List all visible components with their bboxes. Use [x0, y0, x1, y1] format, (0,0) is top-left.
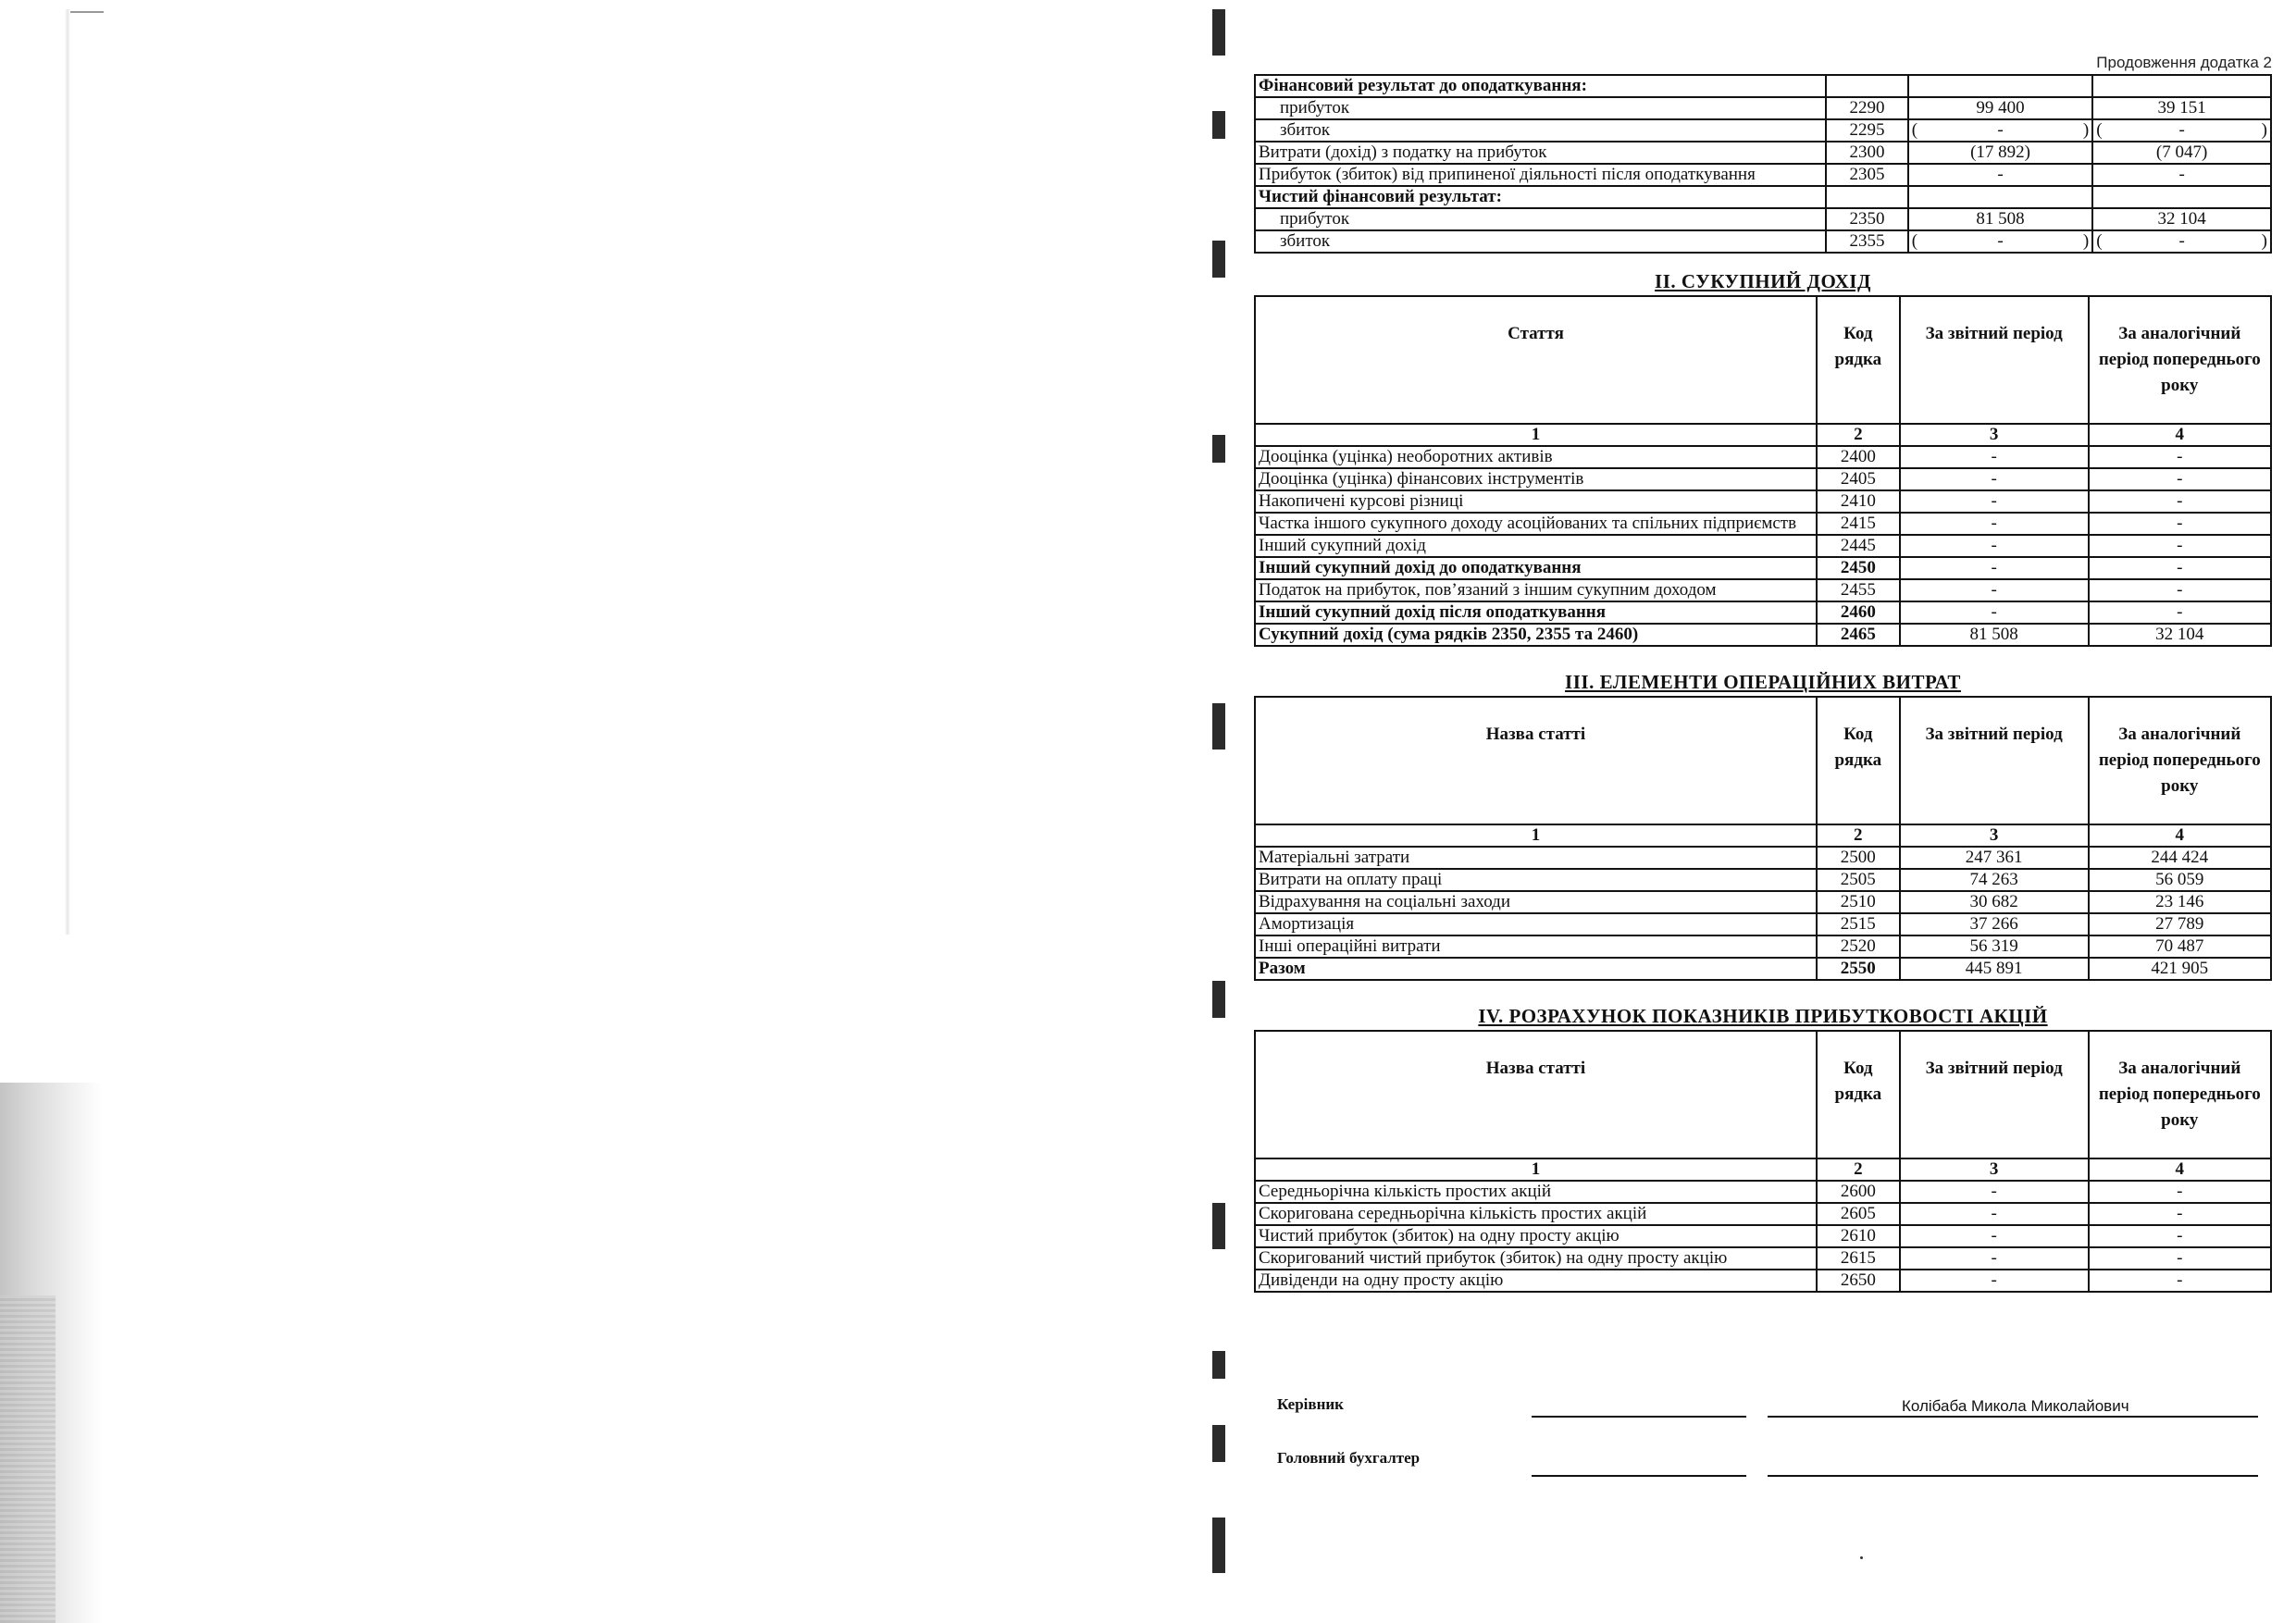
row-label: Прибуток (збиток) від припиненої діяльності після оподаткування	[1255, 164, 1826, 186]
row-value-cur: ( - )	[1908, 230, 2092, 253]
table-header-row	[1255, 296, 2271, 424]
row-value-cur: -	[1908, 164, 2092, 186]
col-header-previous: За аналогічний період попереднього року	[2089, 697, 2271, 824]
scan-shadow-texture	[0, 1295, 56, 1623]
binding-hole	[1212, 435, 1225, 463]
table-row	[1255, 601, 2271, 624]
row-code: 2400	[1817, 446, 1900, 468]
row-code	[1826, 186, 1908, 208]
row-value-previous: 23 146	[2089, 891, 2271, 913]
col-number: 2	[1817, 1158, 1900, 1181]
section4-title: IV. РОЗРАХУНОК ПОКАЗНИКІВ ПРИБУТКОВОСТІ АКЦІЙ	[1478, 1005, 2048, 1027]
row-value-current: -	[1900, 1181, 2089, 1203]
table-row	[1255, 1181, 2271, 1203]
table-row	[1255, 1203, 2271, 1225]
col-number: 2	[1817, 824, 1900, 847]
row-value-cur: ( - )	[1908, 119, 2092, 142]
row-value-previous: -	[2089, 446, 2271, 468]
table-row	[1255, 913, 2271, 935]
col-number: 3	[1900, 424, 2089, 446]
table-row	[1255, 958, 2271, 980]
share-profitability-table	[1254, 1030, 2272, 1293]
table-row	[1255, 119, 2271, 142]
table-row	[1255, 624, 2271, 646]
column-number-row	[1255, 824, 2271, 847]
col-number: 3	[1900, 824, 2089, 847]
col-header-code: Код рядка	[1817, 1031, 1900, 1158]
row-value-current: -	[1900, 579, 2089, 601]
row-value-previous: 70 487	[2089, 935, 2271, 958]
row-value-previous: -	[2089, 601, 2271, 624]
col-header-current: За звітний період	[1900, 1031, 2089, 1158]
table-row	[1255, 208, 2271, 230]
director-name: Колібаба Микола Миколайович	[1902, 1397, 2129, 1415]
scan-corner-mark	[65, 11, 104, 17]
table-row	[1255, 142, 2271, 164]
binding-hole	[1212, 981, 1225, 1018]
row-value-current: 81 508	[1900, 624, 2089, 646]
row-value-previous: -	[2089, 490, 2271, 513]
director-signature-line	[1532, 1416, 1746, 1418]
table-row	[1255, 446, 2271, 468]
column-number-row	[1255, 1158, 2271, 1181]
row-label: Інший сукупний дохід після оподаткування	[1255, 601, 1817, 624]
operating-expenses-table	[1254, 696, 2272, 981]
table-row	[1255, 579, 2271, 601]
column-number-row	[1255, 424, 2271, 446]
table-header-row	[1255, 697, 2271, 824]
row-value-previous: 32 104	[2089, 624, 2271, 646]
row-value-current: 445 891	[1900, 958, 2089, 980]
col-number: 1	[1255, 1158, 1817, 1181]
row-code: 2445	[1817, 535, 1900, 557]
row-value-previous: -	[2089, 579, 2271, 601]
row-value-previous: -	[2089, 1181, 2271, 1203]
binding-hole	[1212, 111, 1225, 139]
row-label: Інші операційні витрати	[1255, 935, 1817, 958]
row-label: Витрати на оплату праці	[1255, 869, 1817, 891]
row-value-previous: 244 424	[2089, 847, 2271, 869]
col-number: 4	[2089, 424, 2271, 446]
section2-title: II. СУКУПНИЙ ДОХІД	[1655, 270, 1871, 292]
row-value-current: -	[1900, 601, 2089, 624]
binding-hole	[1212, 703, 1225, 750]
row-value-previous: -	[2089, 535, 2271, 557]
table-row	[1255, 75, 2271, 97]
col-number: 1	[1255, 424, 1817, 446]
row-value-prev: ( - )	[2092, 230, 2271, 253]
row-label: Дивіденди на одну просту акцію	[1255, 1270, 1817, 1292]
table-row	[1255, 490, 2271, 513]
binding-hole	[1212, 1351, 1225, 1379]
table-row	[1255, 513, 2271, 535]
row-value-previous: 27 789	[2089, 913, 2271, 935]
row-value-cur	[1908, 186, 2092, 208]
row-label: збиток	[1255, 119, 1826, 142]
row-value-previous: 56 059	[2089, 869, 2271, 891]
row-value-prev: (7 047)	[2092, 142, 2271, 164]
row-value-prev: ( - )	[2092, 119, 2271, 142]
row-code	[1826, 75, 1908, 97]
row-label: прибуток	[1255, 208, 1826, 230]
comprehensive-income-table	[1254, 295, 2272, 647]
binding-hole	[1212, 1425, 1225, 1462]
row-code: 2450	[1817, 557, 1900, 579]
col-header-current: За звітний період	[1900, 296, 2089, 424]
row-code: 2650	[1817, 1270, 1900, 1292]
financial-result-table	[1254, 74, 2272, 254]
row-value-previous: -	[2089, 1270, 2271, 1292]
row-value-current: 30 682	[1900, 891, 2089, 913]
table-row	[1255, 1270, 2271, 1292]
row-value-current: -	[1900, 468, 2089, 490]
row-code: 2465	[1817, 624, 1900, 646]
page-binding	[1203, 0, 1249, 1623]
row-code: 2350	[1826, 208, 1908, 230]
row-label: Податок на прибуток, пов’язаний з іншим сукупним доходом	[1255, 579, 1817, 601]
scan-edge-shadow	[65, 9, 70, 935]
row-label: Середньорічна кількість простих акцій	[1255, 1181, 1817, 1203]
row-label: Інший сукупний дохід до оподаткування	[1255, 557, 1817, 579]
row-code: 2305	[1826, 164, 1908, 186]
table-row	[1255, 869, 2271, 891]
col-header-name: Стаття	[1255, 296, 1817, 424]
row-label: Фінансовий результат до оподаткування:	[1255, 75, 1826, 97]
binding-hole	[1212, 241, 1225, 278]
accountant-name-line	[1768, 1475, 2258, 1477]
row-code: 2610	[1817, 1225, 1900, 1247]
row-value-current: -	[1900, 1203, 2089, 1225]
row-code: 2460	[1817, 601, 1900, 624]
table-row	[1255, 468, 2271, 490]
col-header-name: Назва статті	[1255, 697, 1817, 824]
scan-speck	[1860, 1556, 1863, 1559]
row-label: Відрахування на соціальні заходи	[1255, 891, 1817, 913]
col-number: 2	[1817, 424, 1900, 446]
row-code: 2600	[1817, 1181, 1900, 1203]
row-label: Дооцінка (уцінка) фінансових інструментів	[1255, 468, 1817, 490]
row-value-prev	[2092, 75, 2271, 97]
row-code: 2415	[1817, 513, 1900, 535]
table-row	[1255, 186, 2271, 208]
row-code: 2615	[1817, 1247, 1900, 1270]
director-name-line	[1768, 1416, 2258, 1418]
table-row	[1255, 164, 2271, 186]
accountant-signature-line	[1532, 1475, 1746, 1477]
row-value-current: 56 319	[1900, 935, 2089, 958]
row-label: Разом	[1255, 958, 1817, 980]
row-label: Частка іншого сукупного доходу асоційованих та спільних підприємств	[1255, 513, 1817, 535]
row-value-cur	[1908, 75, 2092, 97]
col-header-name: Назва статті	[1255, 1031, 1817, 1158]
row-value-current: -	[1900, 513, 2089, 535]
row-label: Накопичені курсові різниці	[1255, 490, 1817, 513]
row-code: 2550	[1817, 958, 1900, 980]
row-label: Сукупний дохід (сума рядків 2350, 2355 та 2460)	[1255, 624, 1817, 646]
table-header-row	[1255, 1031, 2271, 1158]
row-label: Амортизація	[1255, 913, 1817, 935]
table-row	[1255, 557, 2271, 579]
table-row	[1255, 230, 2271, 253]
row-value-current: -	[1900, 446, 2089, 468]
row-value-previous: -	[2089, 557, 2271, 579]
report-page	[1254, 46, 2272, 1293]
row-code: 2300	[1826, 142, 1908, 164]
col-header-code: Код рядка	[1817, 697, 1900, 824]
row-code: 2500	[1817, 847, 1900, 869]
row-value-current: 37 266	[1900, 913, 2089, 935]
row-code: 2295	[1826, 119, 1908, 142]
row-value-current: -	[1900, 1225, 2089, 1247]
row-code: 2605	[1817, 1203, 1900, 1225]
row-code: 2355	[1826, 230, 1908, 253]
table-row	[1255, 97, 2271, 119]
row-value-current: -	[1900, 490, 2089, 513]
row-label: Скоригована середньорічна кількість простих акцій	[1255, 1203, 1817, 1225]
row-code: 2520	[1817, 935, 1900, 958]
row-value-current: 74 263	[1900, 869, 2089, 891]
row-code: 2410	[1817, 490, 1900, 513]
col-header-previous: За аналогічний період попереднього року	[2089, 1031, 2271, 1158]
row-label: Інший сукупний дохід	[1255, 535, 1817, 557]
col-header-previous: За аналогічний період попереднього року	[2089, 296, 2271, 424]
row-value-previous: -	[2089, 1203, 2271, 1225]
row-value-previous: -	[2089, 468, 2271, 490]
row-value: -	[2178, 231, 2185, 251]
row-value-previous: -	[2089, 1247, 2271, 1270]
table-row	[1255, 535, 2271, 557]
row-label: Скоригований чистий прибуток (збиток) на одну просту акцію	[1255, 1247, 1817, 1270]
row-value-current: -	[1900, 1270, 2089, 1292]
row-code: 2290	[1826, 97, 1908, 119]
row-value: -	[1997, 231, 2004, 251]
accountant-label: Головний бухгалтер	[1277, 1449, 1421, 1467]
row-label: Чистий прибуток (збиток) на одну просту акцію	[1255, 1225, 1817, 1247]
row-label: прибуток	[1255, 97, 1826, 119]
table-row	[1255, 891, 2271, 913]
row-code: 2505	[1817, 869, 1900, 891]
row-value-cur: 81 508	[1908, 208, 2092, 230]
row-value-current: -	[1900, 1247, 2089, 1270]
binding-hole	[1212, 1203, 1225, 1249]
col-number: 4	[2089, 824, 2271, 847]
binding-hole	[1212, 1518, 1225, 1573]
row-value-current: 247 361	[1900, 847, 2089, 869]
table-row	[1255, 1225, 2271, 1247]
row-value: -	[1997, 120, 2004, 140]
section3-title: III. ЕЛЕМЕНТИ ОПЕРАЦІЙНИХ ВИТРАТ	[1565, 671, 1961, 693]
row-value-prev: 32 104	[2092, 208, 2271, 230]
binding-hole	[1212, 9, 1225, 56]
row-label: Дооцінка (уцінка) необоротних активів	[1255, 446, 1817, 468]
col-header-current: За звітний період	[1900, 697, 2089, 824]
row-code: 2510	[1817, 891, 1900, 913]
row-code: 2405	[1817, 468, 1900, 490]
row-label: збиток	[1255, 230, 1826, 253]
col-number: 1	[1255, 824, 1817, 847]
row-code: 2515	[1817, 913, 1900, 935]
row-label: Чистий фінансовий результат:	[1255, 186, 1826, 208]
row-value-current: -	[1900, 557, 2089, 579]
row-value-cur: 99 400	[1908, 97, 2092, 119]
row-value-prev: 39 151	[2092, 97, 2271, 119]
col-header-code: Код рядка	[1817, 296, 1900, 424]
row-value-previous: -	[2089, 513, 2271, 535]
row-code: 2455	[1817, 579, 1900, 601]
row-label: Витрати (дохід) з податку на прибуток	[1255, 142, 1826, 164]
row-value-previous: -	[2089, 1225, 2271, 1247]
row-value-prev	[2092, 186, 2271, 208]
row-value: -	[2178, 120, 2185, 140]
table-row	[1255, 935, 2271, 958]
row-value-current: -	[1900, 535, 2089, 557]
director-label: Керівник	[1277, 1395, 1344, 1413]
col-number: 3	[1900, 1158, 2089, 1181]
row-value-previous: 421 905	[2089, 958, 2271, 980]
table-row	[1255, 847, 2271, 869]
row-value-cur: (17 892)	[1908, 142, 2092, 164]
table-row	[1255, 1247, 2271, 1270]
row-label: Матеріальні затрати	[1255, 847, 1817, 869]
col-number: 4	[2089, 1158, 2271, 1181]
row-value-prev: -	[2092, 164, 2271, 186]
continuation-note: Продовження додатка 2	[2096, 54, 2272, 71]
